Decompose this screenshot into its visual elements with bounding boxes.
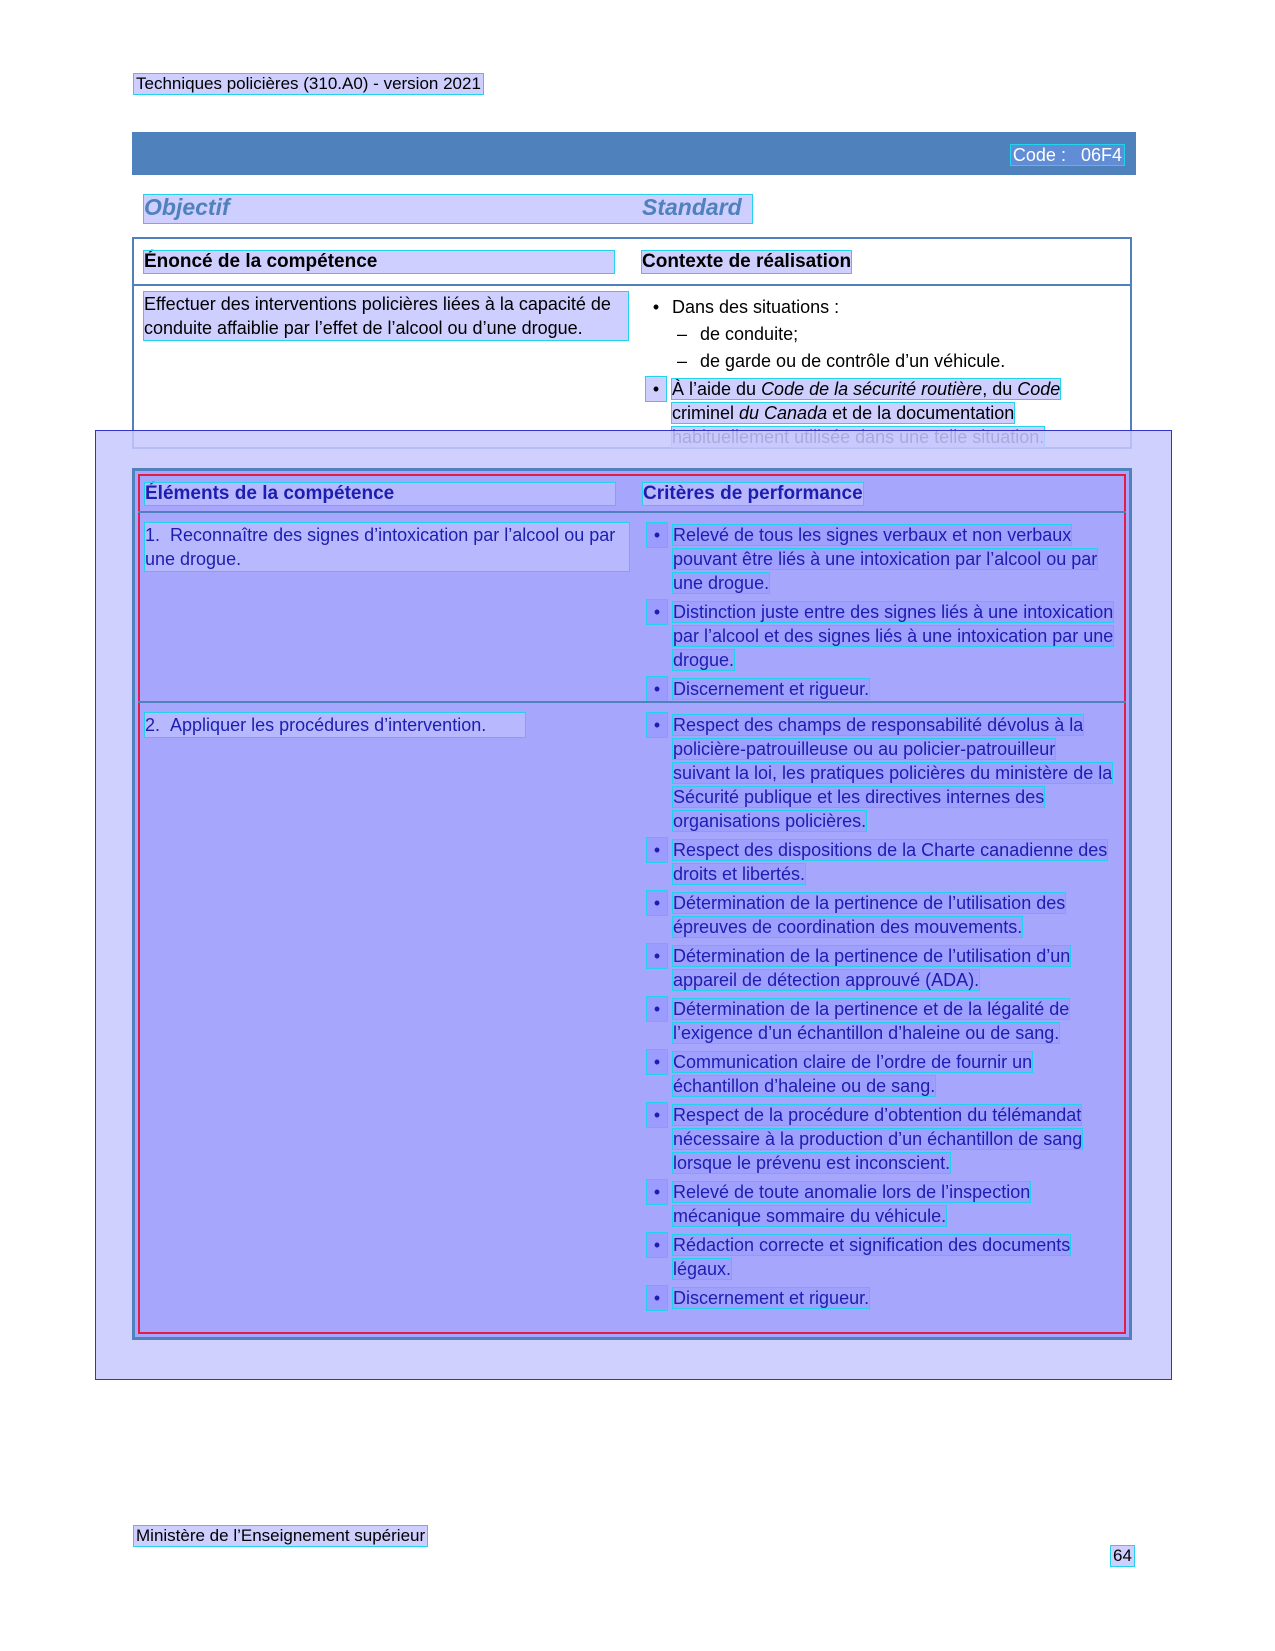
criterion-item: • Communication claire de l’ordre de fournir un échantillon d’haleine ou de sang. [645,1050,1115,1098]
code-label: Code : [1012,145,1066,165]
criterion-item: • Relevé de tous les signes verbaux et non verbaux pouvant être liés à une intoxication par l’alcool ou par une drogue. [645,523,1115,595]
bullet-icon: • [647,523,667,547]
bullet-icon: • [647,600,667,624]
criterion-item: • Respect des dispositions de la Charte canadienne des droits et libertés. [645,838,1115,886]
code-bar [132,132,1136,175]
criteria-list-2 [645,713,1115,1315]
criteria-list-1 [645,523,1115,706]
bullet-icon: • [646,377,666,401]
page-number: 64 [1113,1546,1132,1565]
elements-table [132,468,1132,1340]
context-list [644,295,1114,449]
bullet-icon: • [647,677,667,701]
footer-ministry: Ministère de l’Enseignement supérieur [136,1526,426,1545]
bullet-icon: • [647,1233,667,1257]
bullet-icon: • [647,1286,667,1310]
statement-table-header [134,239,1130,286]
context-subitem: – de conduite; [644,322,1114,346]
element-2: 2. Appliquer les procédures d’intervention. [145,713,525,737]
context-header: Contexte de réalisation [642,251,852,272]
context-aid-text: À l’aide du Code de la sécurité routière, du Code criminel du Canada et de la documentation [672,379,1060,447]
element-1: 1. Reconnaître des signes d’intoxication par l’alcool ou par une drogue. [145,523,629,571]
criterion-item: • Discernement et rigueur. [645,677,1115,701]
context-item: • Dans des situations : [644,295,1114,319]
bullet-icon: • [647,1103,667,1127]
criterion-item: • Détermination de la pertinence de l’utilisation des épreuves de coordination des mouvements. [645,891,1115,939]
bullet-icon: • [647,891,667,915]
criterion-item: • Respect de la procédure d’obtention du télémandat nécessaire à la production d’un échantillon de sang lorsque le prévenu est inconscient. [645,1103,1115,1175]
context-subitem: – de garde ou de contrôle d’un véhicule. [644,349,1114,373]
bullet-icon: • [647,944,667,968]
code-value: 06F4 [1080,145,1122,165]
criterion-item: • Détermination de la pertinence de l’utilisation d’un appareil de détection approuvé (ADA). [645,944,1115,992]
criterion-item: • Rédaction correcte et signification des documents légaux. [645,1233,1115,1281]
bullet-icon: • [647,997,667,1021]
bullet-icon: • [652,297,660,317]
criterion-item: • Relevé de toute anomalie lors de l’inspection mécanique sommaire du véhicule. [645,1180,1115,1228]
bullet-icon: • [647,1050,667,1074]
dash-icon: – [676,324,687,344]
criterion-item: • Discernement et rigueur. [645,1286,1115,1310]
section-title-standard: Standard [642,194,742,220]
competency-statement: Effectuer des interventions policières liées à la capacité de conduite affaiblie par l’effet de l’alcool ou d’une drogue. [144,292,628,340]
section-title-objective: Objectif [144,194,230,220]
statement-table [132,237,1132,449]
document-header: Techniques policières (310.A0) - version 2021 [136,74,481,93]
bullet-icon: • [647,713,667,737]
criterion-item: • Distinction juste entre des signes liés à une intoxication par l’alcool et des signes liés à une intoxication par une drogue. [645,600,1115,672]
row-divider [138,511,1126,513]
elements-header: Éléments de la compétence [145,483,615,505]
bullet-icon: • [647,1180,667,1204]
statement-header: Énoncé de la compétence [144,251,614,273]
criteria-header: Critères de performance [643,483,863,504]
bullet-icon: • [647,838,667,862]
row-divider [138,701,1126,703]
criterion-item: • Détermination de la pertinence et de la légalité de l’exigence d’un échantillon d’haleine ou de sang. [645,997,1115,1045]
competency-code [1011,145,1124,165]
criterion-item: • Respect des champs de responsabilité dévolus à la policière-patrouilleuse ou au policier-patrouilleur suivant la loi, les pratiques policières du ministère de la Sécurité publique et les directives internes des organisations policières. [645,713,1115,833]
dash-icon: – [676,351,687,371]
